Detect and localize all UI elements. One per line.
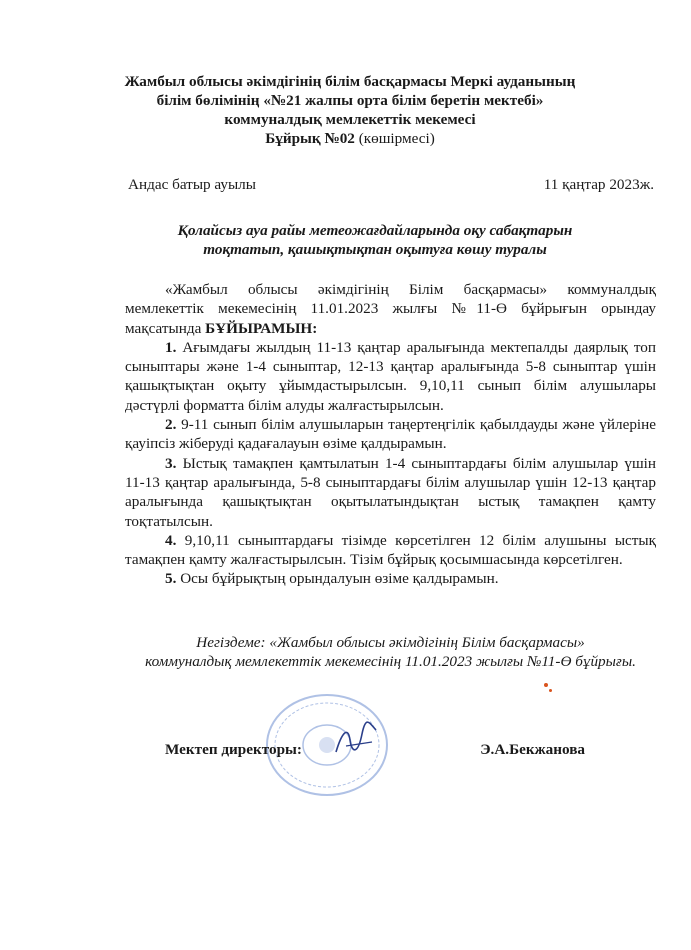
place: Андас батыр ауылы [128,176,256,193]
header-line-1: Жамбыл облысы әкімдігінің білім басқармасы Меркі ауданының [124,73,576,90]
document-header [80,72,620,148]
order-item-5 [125,569,656,588]
ink-speck [544,683,548,687]
subject-line-2: тоқтатып, қашықтықтан оқытуға көшу туралы [203,241,547,258]
item-text: Ыстық тамақпен қамтылатын 1-4 сыныптардағы білім алушылар үшін 11-13 қаңтар аралығында, 5-8 сыныптардағы білім алушылар үшін 12-13 қаңтар аралығында қашықтықтан оқытылатындықтан ыстық тамақпен қамту тоқтатылсын. [125,454,657,530]
order-copy-note: (көшірмесі) [358,130,435,147]
item-number: 4. [165,531,177,549]
order-item-2 [125,415,656,454]
item-text: 9-11 сынып білім алушыларын таңертеңгілік қабылдауды және үйлеріне қауіпсіз жіберуді қадағалауын өзіме қалдырамын. [125,416,657,453]
basis-line-2: коммуналдық мемлекеттік мекемесінің 11.01.2023 жылғы №11-Ө бұйрығы. [145,653,636,670]
signature-block [165,741,585,759]
preamble-text: «Жамбыл облысы әкімдігінің Білім басқармасы» коммуналдық мемлекеттік мекемесінің 11.01.2023 жылғы №11-Ө бұйрығын орындау мақсатында [125,281,656,337]
item-number: 2. [165,416,177,434]
signatory-name: Э.А.Бекжанова [480,741,585,758]
ink-speck [549,689,552,692]
signatory-position: Мектеп директоры: [165,741,302,758]
order-title-line [80,129,620,148]
date: 11 қаңтар 2023ж. [543,176,654,193]
header-line-3: коммуналдық мемлекеттік мекемесі [224,111,476,128]
preamble-paragraph [125,280,656,338]
order-item-1 [125,338,656,415]
order-title: Бұйрық №02 [265,130,355,147]
order-body [125,280,656,589]
place-date-row [128,176,654,194]
item-number: 1. [165,338,177,356]
item-text: Осы бұйрықтың орындалуын өзіме қалдырамын. [180,570,499,588]
item-number: 3. [165,454,177,472]
order-subject [150,221,600,259]
basis-line-1: Негіздеме: «Жамбыл облысы әкімдігінің Білім басқармасы» [196,634,585,651]
item-text: 9,10,11 сыныптардағы тізімде көрсетілген 12 білім алушыны ыстық тамақпен қамту жалғастырылсын. Тізім бұйрық қосымшасында көрсетілген. [125,531,656,569]
header-line-2: білім бөлімінің «№21 жалпы орта білім беретін мектебі» [156,92,544,109]
order-item-4 [125,531,656,570]
subject-line-1: Қолайсыз ауа райы метеожағдайларында оқу сабақтарын [177,222,573,239]
order-item-3 [125,454,656,531]
order-word: БҰЙЫРАМЫН: [205,319,318,337]
item-number: 5. [165,570,177,588]
order-basis [125,633,656,671]
item-text: Ағымдағы жылдың 11-13 қаңтар аралығында мектепалды даярлық топ сыныптары және 1-4 сыныптар, 12-13 қаңтар аралығында 5-8 сыныптар үшін қашықтықтан оқыту ұйымдастырылсын. 9,10,11 сынып білім алушылары дәстүрлі форматта білім алуды жалғастырылсын. [125,338,656,414]
